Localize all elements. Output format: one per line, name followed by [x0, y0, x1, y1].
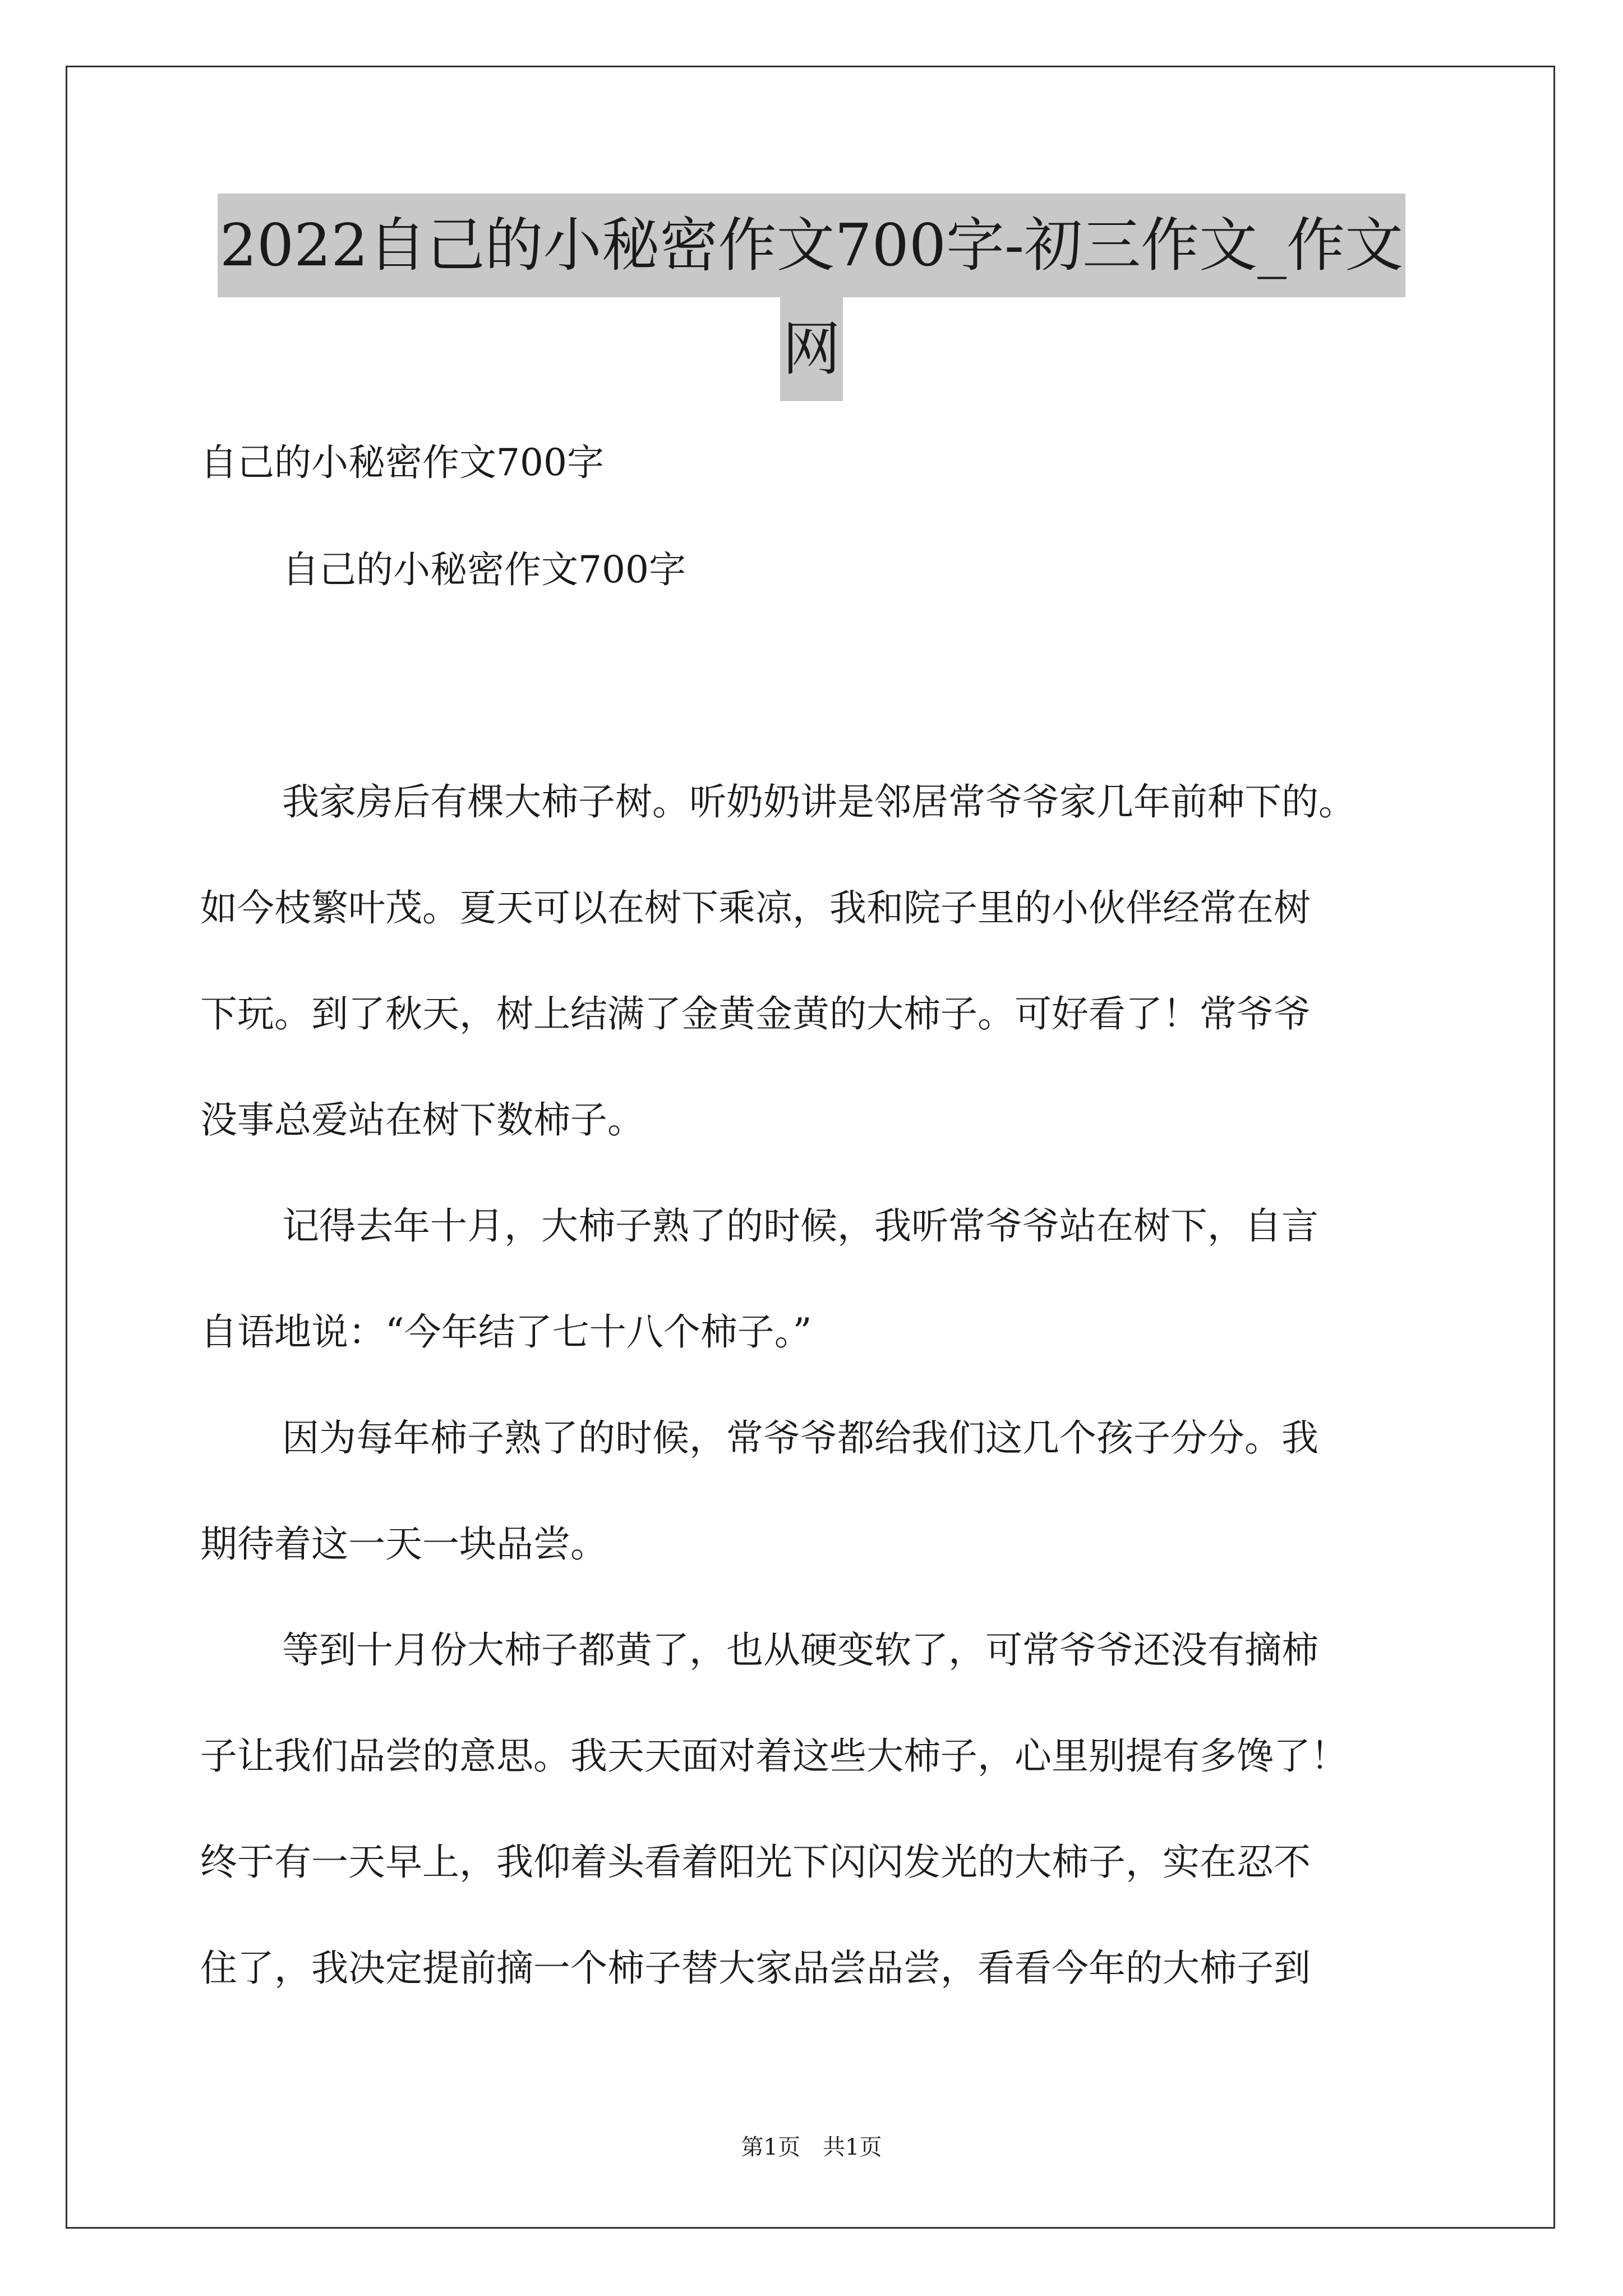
body-line: 我家房后有棵大柿子树。听奶奶讲是邻居常爷爷家几年前种下的。 — [282, 780, 1355, 823]
body-line: 子让我们品尝的意思。我天天面对着这些大柿子，心里别提有多馋了！ — [200, 1734, 1348, 1778]
page-title — [0, 194, 1623, 401]
body-line: 自语地说：“今年结了七十八个柿子。” — [200, 1310, 812, 1354]
subtitle: 自己的小秘密作文700字 — [200, 441, 604, 484]
body-line: 没事总爱站在树下数柿子。 — [200, 1098, 644, 1142]
body-text — [200, 749, 1434, 2021]
page-footer: 第1页 共1页 — [741, 2134, 882, 2160]
body-line: 终于有一天早上，我仰着头看着阳光下闪闪发光的大柿子，实在忍不 — [200, 1841, 1311, 1884]
body-line: 记得去年十月，大柿子熟了的时候，我听常爷爷站在树下，自言 — [282, 1204, 1318, 1248]
body-line: 住了，我决定提前摘一个柿子替大家品尝品尝，看看今年的大柿子到 — [200, 1947, 1311, 1990]
body-line: 如今枝繁叶茂。夏天可以在树下乘凉，我和院子里的小伙伴经常在树 — [200, 886, 1311, 930]
body-line: 因为每年柿子熟了的时候，常爷爷都给我们这几个孩子分分。我 — [282, 1416, 1318, 1460]
body-line: 期待着这一天一块品尝。 — [200, 1522, 607, 1566]
body-line: 下玩。到了秋天，树上结满了金黄金黄的大柿子。可好看了！常爷爷 — [200, 992, 1311, 1036]
subtitle-indented: 自己的小秘密作文700字 — [282, 548, 686, 591]
title-line-2: 网 — [780, 297, 843, 401]
body-line: 等到十月份大柿子都黄了，也从硬变软了，可常爷爷还没有摘柿 — [282, 1628, 1318, 1672]
title-line-1: 2022自己的小秘密作文700字-初三作文_作文 — [218, 194, 1405, 297]
